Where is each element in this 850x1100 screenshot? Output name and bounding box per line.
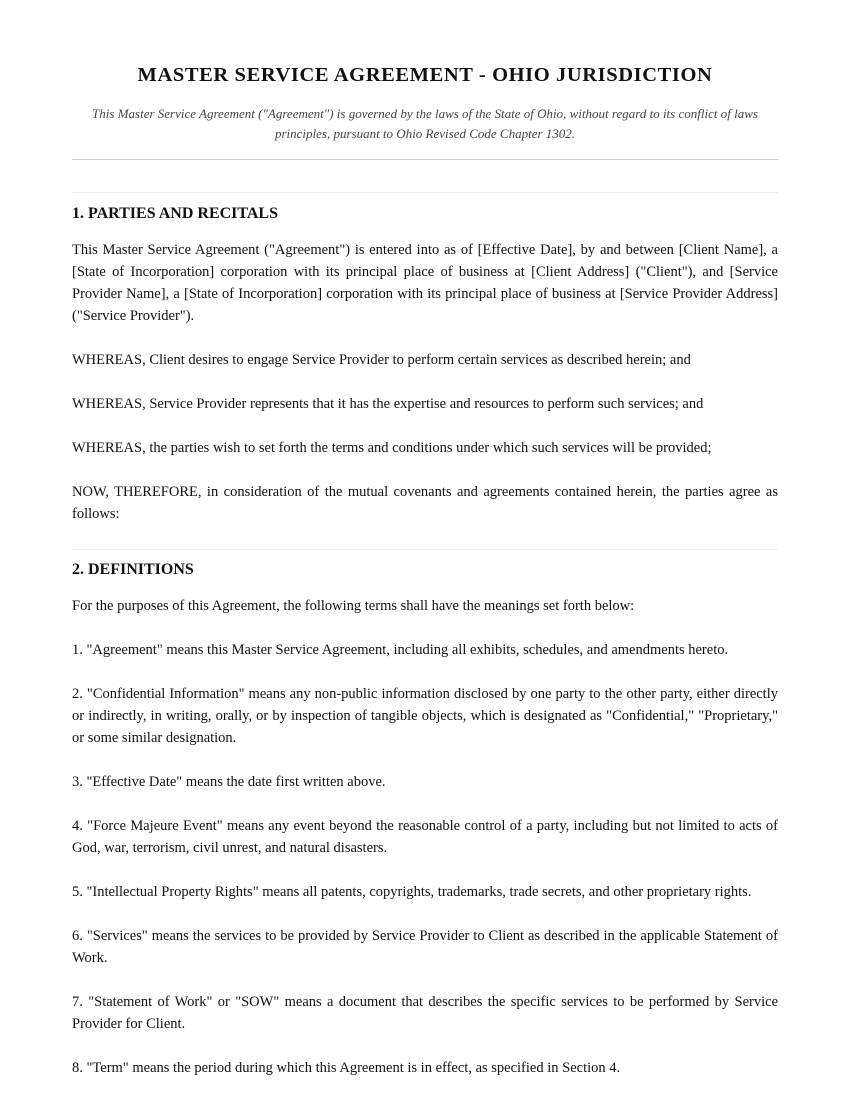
definition-item: 2. "Confidential Information" means any non-public information disclosed by one party to the other party, either directly or indirectly, in writing, orally, or by inspection of tangible objects, which is designated as "Confidential," "Proprietary," or some similar designation. [72, 686, 778, 746]
definition-item: 6. "Services" means the services to be provided by Service Provider to Client as described in the applicable Statement of Work. [72, 928, 778, 966]
recital-paragraph: WHEREAS, Service Provider represents that it has the expertise and resources to perform such services; and [72, 396, 704, 412]
definition-item: 8. "Term" means the period during which this Agreement is in effect, as specified in Section 4. [72, 1060, 621, 1076]
section-heading: 1. PARTIES AND RECITALS [72, 205, 278, 222]
recital-paragraph: WHEREAS, the parties wish to set forth the terms and conditions under which such services will be provided; [72, 440, 712, 456]
section-heading: 2. DEFINITIONS [72, 561, 194, 578]
section-divider [72, 549, 778, 550]
definition-item: 3. "Effective Date" means the date first written above. [72, 774, 386, 790]
definition-item: 1. "Agreement" means this Master Service Agreement, including all exhibits, schedules, and amendments hereto. [72, 642, 729, 658]
recital-paragraph: WHEREAS, Client desires to engage Service Provider to perform certain services as described herein; and [72, 352, 691, 368]
document-title: MASTER SERVICE AGREEMENT - OHIO JURISDICTION [137, 64, 713, 86]
section-divider [72, 192, 778, 193]
definitions-intro: For the purposes of this Agreement, the following terms shall have the meanings set forth below: [72, 598, 635, 614]
section-definitions [72, 559, 778, 1079]
definition-item: 5. "Intellectual Property Rights" means all patents, copyrights, trademarks, trade secrets, and other proprietary rights. [72, 884, 752, 900]
header-divider [72, 159, 778, 160]
governing-law-notice: This Master Service Agreement ("Agreement") is governed by the laws of the State of Ohio, without regard to its conflict of laws principles, pursuant to Ohio Revised Code Chapter 1302. [92, 106, 758, 141]
now-therefore-paragraph: NOW, THEREFORE, in consideration of the mutual covenants and agreements contained herein, the parties agree as follows: [72, 484, 778, 522]
definition-item: 7. "Statement of Work" or "SOW" means a document that describes the specific services to be performed by Service Provider for Client. [72, 994, 778, 1032]
parties-paragraph: This Master Service Agreement ("Agreement") is entered into as of [Effective Date], by and between [Client Name], a [State of Incorporation] corporation with its principal place of business at [Client Address] ("Client"), and [Service Provider Name], a [State of Incorporation] corporation with its principal place of business at [Service Provider Address] ("Service Provider"). [72, 242, 778, 324]
section-parties-and-recitals [72, 203, 778, 525]
definition-item: 4. "Force Majeure Event" means any event beyond the reasonable control of a party, including but not limited to acts of God, war, terrorism, civil unrest, and natural disasters. [72, 818, 778, 856]
